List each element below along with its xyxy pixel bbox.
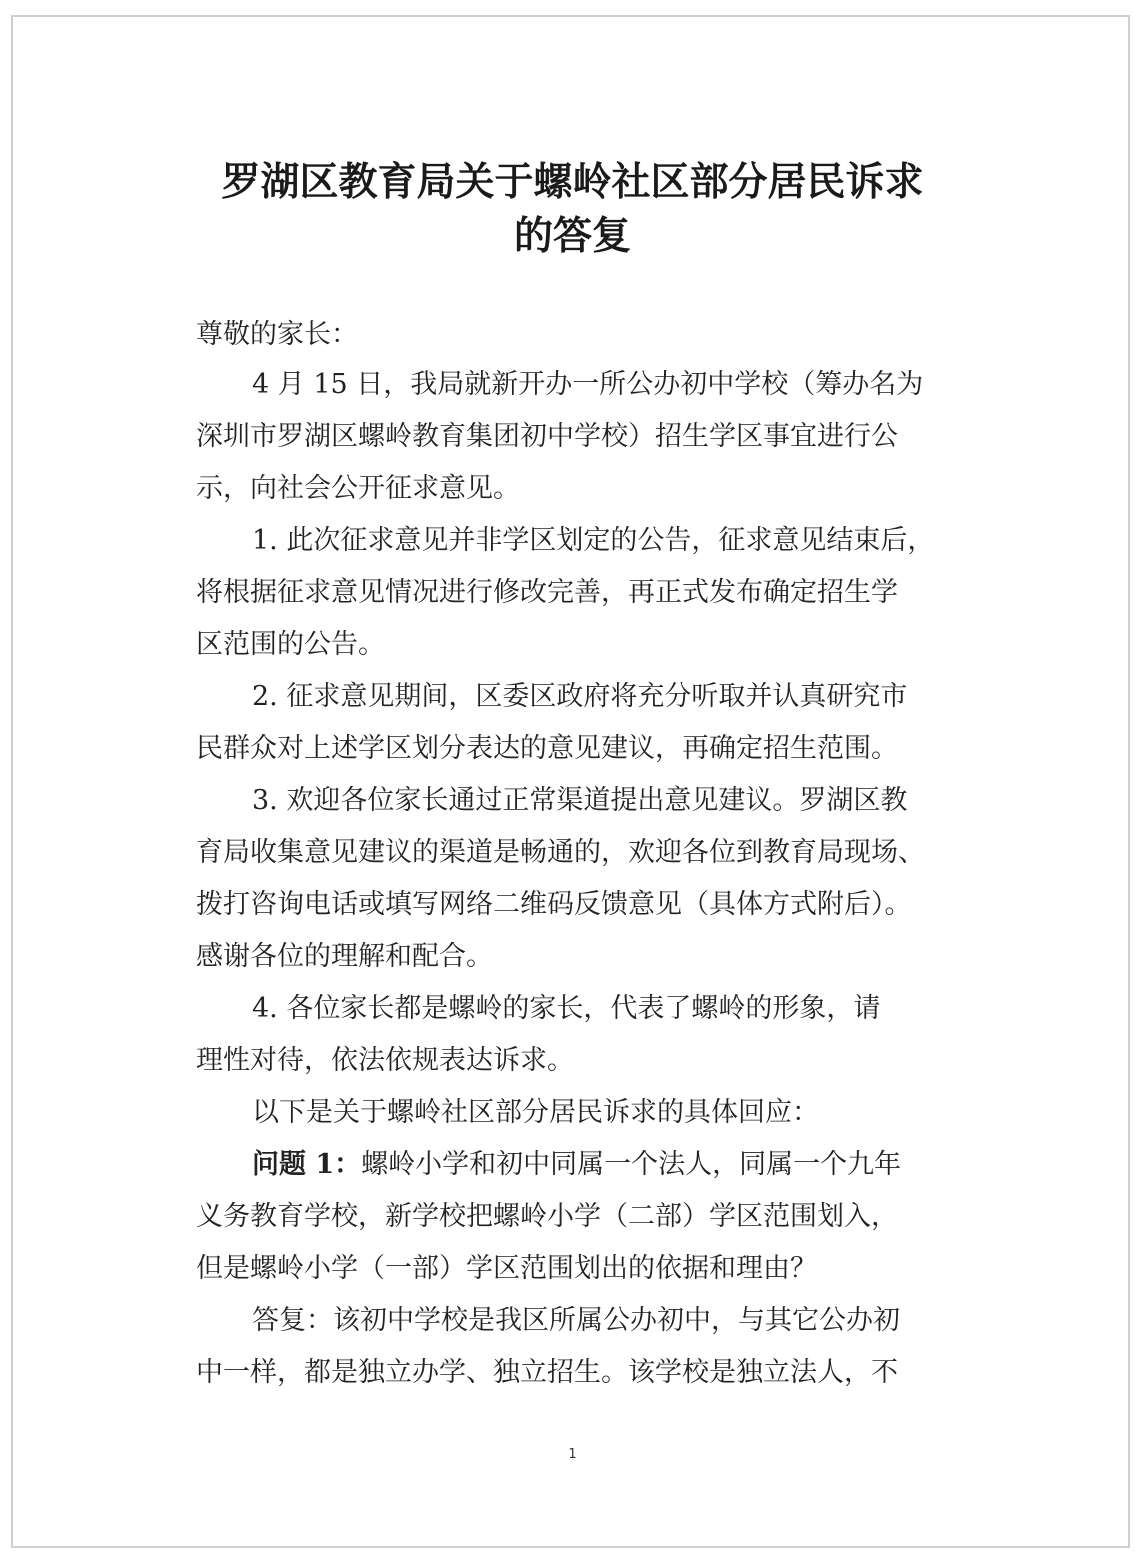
paragraph-line: 3. 欢迎各位家长通过正常渠道提出意见建议。罗湖区教 (252, 785, 908, 816)
paragraph-line: 4. 各位家长都是螺岭的家长，代表了螺岭的形象，请 (252, 993, 881, 1024)
paragraph-line: 4 月 15 日，我局就新开办一所公办初中学校（筹办名为 (252, 369, 924, 400)
question-text: 螺岭小学和初中同属一个法人，同属一个九年 (361, 1149, 902, 1180)
salutation: 尊敬的家长： (196, 319, 358, 350)
paragraph-line: 区范围的公告。 (196, 629, 385, 660)
paragraph-line: 中一样，都是独立办学、独立招生。该学校是独立法人，不 (196, 1357, 898, 1388)
paragraph-line: 以下是关于螺岭社区部分居民诉求的具体回应： (252, 1097, 819, 1128)
document-page (11, 15, 1130, 1548)
paragraph-line: 1. 此次征求意见并非学区划定的公告，征求意见结束后， (252, 525, 935, 556)
paragraph-line: 拨打咨询电话或填写网络二维码反馈意见（具体方式附后）。 (196, 889, 912, 920)
paragraph-line: 育局收集意见建议的渠道是畅通的，欢迎各位到教育局现场、 (196, 837, 925, 868)
document-title-line-2: 的答复 (513, 213, 631, 259)
paragraph-line: 将根据征求意见情况进行修改完善，再正式发布确定招生学 (196, 577, 898, 608)
paragraph-line: 答复：该初中学校是我区所属公办初中，与其它公办初 (252, 1305, 900, 1336)
paragraph-line: 但是螺岭小学（一部）学区范围划出的依据和理由？ (196, 1253, 817, 1284)
question-label: 问题 1： (252, 1149, 362, 1180)
paragraph-line: 民群众对上述学区划分表达的意见建议，再确定招生范围。 (196, 733, 898, 764)
paragraph-line: 示，向社会公开征求意见。 (196, 473, 520, 504)
paragraph-line: 深圳市罗湖区螺岭教育集团初中学校）招生学区事宜进行公 (196, 421, 898, 452)
paragraph-line: 义务教育学校，新学校把螺岭小学（二部）学区范围划入， (196, 1201, 898, 1232)
question-line (252, 1147, 901, 1183)
paragraph-line: 2. 征求意见期间，区委区政府将充分听取并认真研究市 (252, 681, 908, 712)
page-number: 1 (568, 1447, 577, 1462)
paragraph-line: 感谢各位的理解和配合。 (196, 941, 493, 972)
document-title-line-1: 罗湖区教育局关于螺岭社区部分居民诉求 (221, 159, 924, 205)
paragraph-line: 理性对待，依法依规表达诉求。 (196, 1045, 574, 1076)
